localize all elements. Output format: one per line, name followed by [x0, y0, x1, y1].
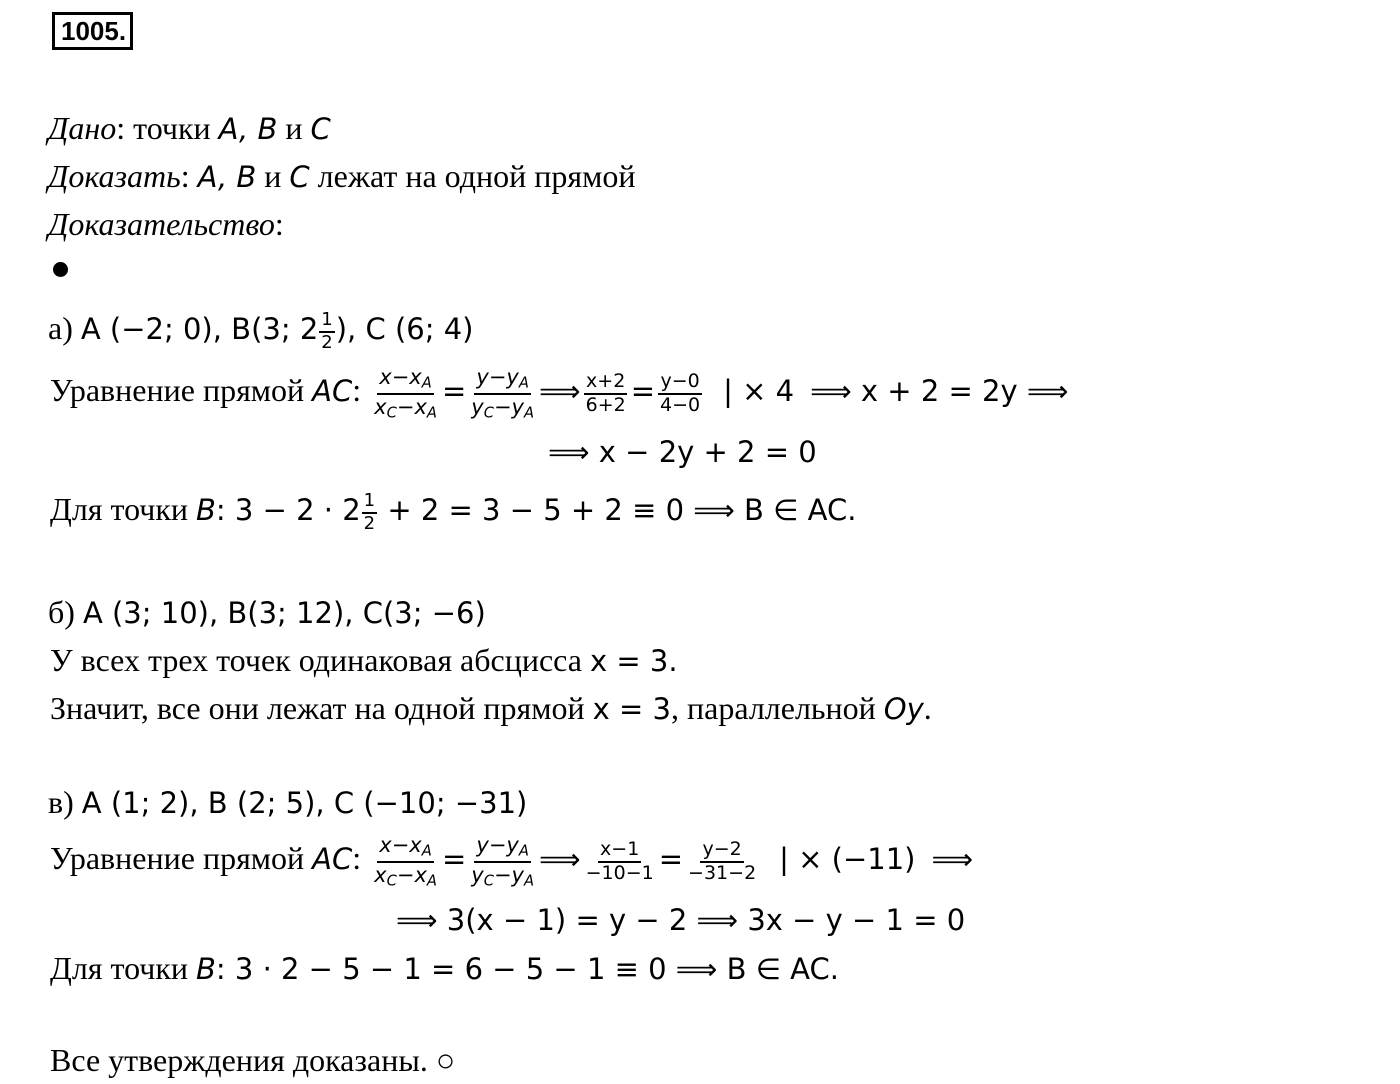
given-label: Дано: [48, 110, 117, 146]
part-a-check: Для точки B: 3 − 2 · 2 $\frac{1}{2}$ + 2 = 3 − 5 + 2 ≡ 0 ⟹ B ∈ AC.: [50, 489, 857, 534]
frac-c3: $\frac{x-1}{-10-1}$: [585, 837, 654, 884]
conclusion: Все утверждения доказаны. ○: [50, 1042, 456, 1078]
part-c-line2: ⟹ 3(x − 1) = y − 2 ⟹ 3x − y − 1 = 0: [396, 903, 966, 937]
part-b-line2: Значит, все они лежат на одной прямой x = 3, параллельной Oy.: [50, 690, 932, 726]
frac-y: $\frac{y-y_A}{y_C-y_A}$: [471, 365, 535, 422]
part-c-points: в) A (1; 2), B (2; 5), C (−10; −31): [48, 784, 528, 820]
part-a-frac: $\frac{1}{2}$: [321, 308, 333, 353]
proof-label: Доказательство:: [48, 206, 284, 242]
frac-y-c: $\frac{y-y_A}{y_C-y_A}$: [471, 833, 535, 890]
prove-line: Доказать: A, B и C лежат на одной прямой: [48, 158, 636, 194]
frac-a3: $\frac{x+2}{6+2}$: [585, 369, 626, 416]
given-line: Дано: точки A, B и C: [48, 110, 331, 146]
check-frac: $\frac{1}{2}$: [363, 489, 376, 534]
frac-x: $\frac{x-x_A}{x_C-x_A}$: [374, 365, 437, 422]
part-b-points: б) A (3; 10), B(3; 12), C(3; −6): [48, 594, 486, 630]
part-c-equation: Уравнение прямой AC: $\frac{x-x_A}{x_C-x_A}$ = $\frac{y-y_A}{y_C-y_A}$ ⟹ $\frac{x-1}{-10-1}$ = $\frac{y-2}{-31-2}$ | × (−11) ⟹: [50, 833, 974, 890]
prove-label: Доказать: [48, 158, 181, 194]
part-a-equation: Уравнение прямой AC: $\frac{x-x_A}{x_C-x_A}$ = $\frac{y-y_A}{y_C-y_A}$ ⟹ $\frac{x+2}{6+2}$ = $\frac{y-0}{4-0}$ | × 4 ⟹ x + 2 = 2y ⟹: [50, 365, 1069, 422]
frac-x-c: $\frac{x-x_A}{x_C-x_A}$: [374, 833, 437, 890]
frac-a4: $\frac{y-0}{4-0}$: [660, 369, 701, 416]
part-a-points: а) A (−2; 0), B(3; 2 $\frac{1}{2}$ ), C (6; 4): [48, 308, 474, 353]
part-a-line2: ⟹ x − 2y + 2 = 0: [548, 435, 817, 469]
frac-c4: $\frac{y-2}{-31-2}$: [688, 837, 757, 884]
end-of-proof-icon: ○: [435, 1042, 456, 1078]
bullet-icon: [53, 262, 68, 277]
part-c-check: Для точки B: 3 · 2 − 5 − 1 = 6 − 5 − 1 ≡ 0 ⟹ B ∈ AC.: [50, 950, 839, 986]
problem-number: 1005.: [52, 12, 133, 50]
part-b-line1: У всех трех точек одинаковая абсцисса x = 3.: [50, 642, 678, 678]
